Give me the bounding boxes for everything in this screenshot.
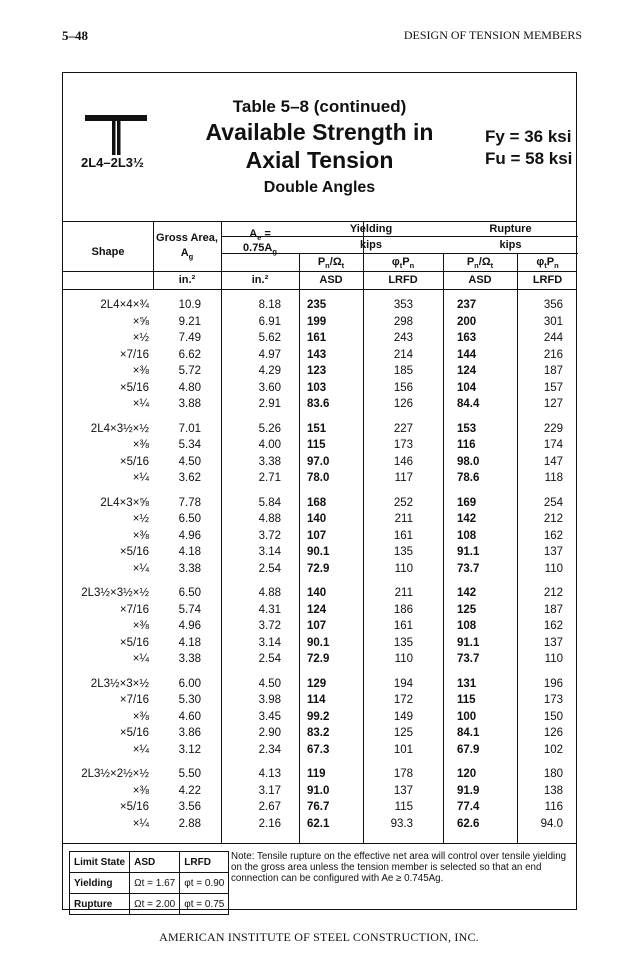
cell-ra: 62.6: [457, 817, 480, 830]
cell-ra: 142: [457, 587, 477, 599]
table-row: [63, 347, 576, 363]
table-row: [63, 297, 576, 313]
cell-ae: 2.67: [258, 801, 281, 813]
table-row: [63, 470, 576, 486]
table-row: [63, 363, 576, 379]
cell-ag: 7.01: [178, 422, 201, 435]
cell-ra: 169: [457, 496, 477, 509]
cell-ra: 125: [457, 603, 477, 616]
cell-rl: 356: [543, 299, 563, 311]
cell-shape: 2L3½×2½×½: [81, 768, 149, 780]
cell-shape: 2L3½×3½×½: [81, 587, 149, 599]
cell-ya: 119: [307, 768, 326, 780]
cell-ya: 140: [307, 513, 327, 525]
unit-effective-area: in.²: [251, 274, 269, 286]
cell-ya: 90.1: [307, 546, 330, 558]
cell-ya: 114: [307, 694, 326, 706]
cell-ra: 124: [457, 365, 477, 377]
cell-shape: ×¼: [132, 743, 149, 756]
cell-ag: 3.88: [178, 398, 201, 410]
cell-ra: 78.6: [457, 472, 480, 484]
cell-ae: 4.13: [258, 768, 281, 780]
cell-rl: 118: [544, 472, 563, 484]
cell-ag: 5.74: [178, 603, 201, 616]
cell-ag: 3.38: [178, 562, 201, 575]
cell-ag: 3.62: [178, 472, 201, 484]
cell-ae: 3.17: [258, 784, 281, 797]
cell-ag: 4.96: [178, 529, 201, 542]
cell-yl: 137: [393, 784, 413, 797]
cell-ae: 4.31: [258, 603, 281, 616]
table-row: [63, 742, 576, 758]
page-number: 5–48: [62, 28, 88, 43]
cell-ra: 77.4: [457, 801, 480, 813]
cell-shape: ×⅜: [132, 529, 149, 542]
cell-rl: 301: [543, 315, 563, 328]
table-row: [63, 692, 576, 708]
divider: [63, 289, 576, 290]
cell-ra: 91.9: [457, 784, 480, 797]
cell-ya: 140: [307, 587, 327, 599]
cell-rl: 216: [543, 348, 563, 361]
cell-ae: 2.54: [258, 653, 281, 665]
cell-yl: 211: [394, 587, 413, 599]
col-header-yielding-kips: kips: [359, 239, 382, 251]
col-header-gross-area: Gross Area,: [156, 232, 218, 244]
cell-ra: 84.1: [457, 727, 480, 739]
publisher-footer: AMERICAN INSTITUTE OF STEEL CONSTRUCTION, INC.: [159, 930, 479, 944]
cell-ae: 4.00: [258, 439, 281, 451]
cell-ya: 67.3: [307, 743, 330, 756]
cell-shape: ×7/16: [119, 603, 149, 616]
table-row: [63, 314, 576, 330]
table-row: [63, 816, 576, 832]
cell-rl: 127: [543, 398, 563, 410]
cell-shape: ×⅜: [132, 784, 149, 797]
cell-rl: 187: [543, 365, 563, 377]
cell-ya: 97.0: [307, 455, 330, 468]
cell-yl: 93.3: [390, 817, 413, 830]
shape-range-label: 2L4–2L3½: [81, 155, 144, 170]
cell-ag: 6.50: [178, 587, 201, 599]
cell-ae: 2.54: [258, 562, 281, 575]
cell-yl: 194: [393, 677, 413, 690]
cell-ag: 3.86: [178, 727, 201, 739]
cell-ya: 90.1: [307, 636, 330, 649]
cell-ra: 84.4: [457, 398, 480, 410]
cell-ae: 3.14: [258, 636, 281, 649]
cell-ya: 72.9: [307, 562, 330, 575]
limit-state-table: [69, 851, 229, 915]
cell-ae: 3.45: [258, 710, 281, 723]
cell-yl: 115: [394, 801, 413, 813]
limit-state-header: Limit State: [70, 852, 130, 873]
cell-shape: ×⅜: [132, 365, 149, 377]
cell-rl: 174: [543, 439, 563, 451]
rupture-asd-factor: Ωt = 2.00: [130, 894, 180, 915]
cell-shape: ×½: [132, 332, 149, 344]
cell-yl: 214: [393, 348, 413, 361]
cell-ag: 6.50: [178, 513, 201, 525]
cell-yl: 146: [393, 455, 413, 468]
cell-shape: ×5/16: [119, 381, 149, 394]
cell-rl: 162: [543, 620, 563, 632]
cell-yl: 252: [393, 496, 413, 509]
cell-yl: 298: [393, 315, 413, 328]
cell-yl: 135: [393, 546, 413, 558]
cell-ra: 108: [457, 529, 477, 542]
cell-shape: ×⅜: [132, 710, 149, 723]
yield-stress-label: Fy = 36 ksi: [485, 127, 572, 146]
cell-ya: 129: [307, 677, 327, 690]
cell-shape: ×⅜: [132, 439, 149, 451]
cell-ya: 107: [307, 529, 327, 542]
cell-ra: 73.7: [457, 653, 480, 665]
cell-ae: 2.16: [258, 817, 281, 830]
cell-ag: 3.38: [178, 653, 201, 665]
cell-ae: 2.90: [258, 727, 281, 739]
cell-ra: 104: [457, 381, 477, 394]
table-row: [63, 676, 576, 692]
col-header-rupture-kips: kips: [499, 239, 522, 251]
cell-ra: 73.7: [457, 562, 480, 575]
cell-ya: 107: [307, 620, 327, 632]
cell-yl: 117: [394, 472, 413, 484]
cell-ae: 2.91: [258, 398, 281, 410]
table-row: [63, 330, 576, 346]
table-row: [63, 437, 576, 453]
cell-ae: 2.34: [258, 743, 281, 756]
col-header-gross-area-symbol: $A_g$: [180, 247, 194, 262]
cell-ae: 4.88: [258, 587, 281, 599]
cell-ae: 4.29: [258, 365, 281, 377]
cell-ae: 3.14: [258, 546, 281, 558]
cell-ya: 151: [307, 422, 327, 435]
cell-ag: 4.80: [178, 381, 201, 394]
cell-ag: 5.50: [178, 768, 201, 780]
cell-shape: 2L4×3×⅝: [100, 496, 149, 509]
table-row: [63, 783, 576, 799]
cell-yl: 185: [393, 365, 413, 377]
cell-shape: ×¼: [132, 398, 149, 410]
cell-rl: 254: [543, 496, 563, 509]
cell-yl: 125: [393, 727, 413, 739]
cell-rl: 212: [543, 513, 563, 525]
cell-ya: 78.0: [307, 472, 330, 484]
yielding-asd-factor: Ωt = 1.67: [130, 873, 180, 894]
cell-rl: 162: [543, 529, 563, 542]
yielding-lrfd-factor: φt = 0.90: [180, 873, 229, 894]
cell-rl: 173: [543, 694, 563, 706]
cell-ya: 115: [307, 439, 326, 451]
cell-ag: 4.50: [178, 455, 201, 468]
cell-ya: 83.6: [307, 398, 330, 410]
table-footer: [63, 843, 576, 911]
ultimate-stress-label: Fu = 58 ksi: [485, 149, 573, 168]
cell-rl: 187: [543, 603, 563, 616]
cell-ae: 3.72: [258, 620, 281, 632]
cell-yl: 161: [393, 620, 413, 632]
cell-shape: ×5/16: [119, 727, 149, 739]
cell-shape: ×7/16: [119, 694, 149, 706]
cell-ya: 83.2: [307, 727, 330, 739]
cell-ya: 103: [307, 381, 327, 394]
cell-ag: 4.22: [178, 784, 201, 797]
cell-yl: 101: [393, 743, 413, 756]
cell-yl: 173: [393, 439, 413, 451]
cell-rl: 244: [543, 332, 563, 344]
cell-ag: 4.18: [178, 546, 201, 558]
table-number: Table 5–8 (continued): [232, 97, 407, 116]
cell-ya: 99.2: [307, 710, 330, 723]
cell-ra: 67.9: [457, 743, 480, 756]
cell-ae: 4.97: [258, 348, 281, 361]
col-header-yielding: Yielding: [349, 223, 393, 235]
unit-gross-area: in.²: [178, 274, 196, 286]
cell-yl: 353: [393, 299, 413, 311]
col-header-rupture-lrfd: $\varphi_tP_n$: [536, 256, 559, 271]
cell-ag: 4.18: [178, 636, 201, 649]
cell-ra: 115: [457, 694, 476, 706]
cell-ra: 153: [457, 422, 477, 435]
cell-ag: 5.72: [178, 365, 201, 377]
table-row: [63, 454, 576, 470]
cell-ae: 3.72: [258, 529, 281, 542]
table-row: [63, 709, 576, 725]
col-header-yield-asd: $P_n/\Omega_t$: [317, 256, 345, 271]
cell-ra: 120: [457, 768, 477, 780]
cell-shape: ×5/16: [119, 636, 149, 649]
cell-shape: ×5/16: [119, 455, 149, 468]
cell-ya: 72.9: [307, 653, 330, 665]
asd-header: ASD: [130, 852, 180, 873]
cell-rl: 126: [543, 727, 563, 739]
cell-ag: 9.21: [178, 315, 201, 328]
cell-shape: 2L4×3½×½: [90, 422, 149, 435]
cell-rl: 110: [544, 653, 563, 665]
cell-shape: ×7/16: [119, 348, 149, 361]
cell-ya: 161: [307, 332, 327, 344]
table-row: [63, 511, 576, 527]
cell-ae: 5.62: [258, 332, 281, 344]
cell-ya: 199: [307, 315, 327, 328]
cell-ag: 7.78: [178, 496, 201, 509]
table-note: Note: Tensile rupture on the effective net area will control over tensile yielding on the gross area unless the tension member is selected so that an end connection can be configured with Ae ≥ 0.745Ag.: [231, 851, 567, 884]
cell-ae: 5.26: [258, 422, 281, 435]
cell-shape: 2L4×4×¾: [100, 299, 149, 311]
cell-rl: 150: [543, 710, 563, 723]
cell-ae: 3.38: [258, 455, 281, 468]
table-row: [63, 380, 576, 396]
cell-shape: ×⅜: [132, 620, 149, 632]
cell-ra: 237: [457, 299, 477, 311]
cell-ag: 2.88: [178, 817, 201, 830]
cell-ae: 3.60: [258, 381, 281, 394]
cell-shape: ×½: [132, 513, 149, 525]
cell-ra: 131: [457, 677, 477, 690]
cell-ya: 168: [307, 496, 327, 509]
divider: [63, 221, 576, 222]
cell-yl: 178: [393, 768, 413, 780]
cell-ag: 10.9: [178, 299, 201, 311]
table-row: [63, 396, 576, 412]
cell-rl: 137: [543, 636, 563, 649]
table-row: [63, 544, 576, 560]
table-title-line2: Axial Tension: [245, 147, 394, 173]
cell-ae: 2.71: [258, 472, 281, 484]
cell-ra: 91.1: [457, 636, 480, 649]
table-row: [63, 528, 576, 544]
cell-ra: 144: [457, 348, 477, 361]
cell-ag: 7.49: [178, 332, 201, 344]
cell-ag: 5.30: [178, 694, 201, 706]
cell-ra: 163: [457, 332, 477, 344]
col-header-shape: Shape: [91, 246, 125, 258]
cell-ag: 3.56: [178, 801, 201, 813]
cell-ae: 3.98: [258, 694, 281, 706]
section-title: DESIGN OF TENSION MEMBERS: [403, 28, 582, 42]
cell-ya: 143: [307, 348, 327, 361]
unit-rupture-asd: ASD: [468, 274, 492, 286]
cell-ya: 91.0: [307, 784, 330, 797]
cell-ya: 235: [307, 299, 327, 311]
table-subtitle: Double Angles: [263, 179, 376, 196]
table-row: [63, 495, 576, 511]
cell-yl: 135: [393, 636, 413, 649]
rupture-label: Rupture: [70, 894, 130, 915]
table-header: [63, 73, 576, 221]
table-row: [63, 725, 576, 741]
cell-ae: 4.88: [258, 513, 281, 525]
cell-shape: ×¼: [132, 817, 149, 830]
col-header-yield-lrfd: $\varphi_tP_n$: [391, 256, 415, 271]
cell-shape: ×¼: [132, 472, 149, 484]
col-header-rupture-asd: $P_n/\Omega_t$: [466, 256, 494, 271]
cell-ra: 108: [457, 620, 477, 632]
cell-rl: 180: [543, 768, 563, 780]
rupture-lrfd-factor: φt = 0.75: [180, 894, 229, 915]
cell-ya: 124: [307, 603, 327, 616]
table-row: [63, 635, 576, 651]
table-row: [63, 766, 576, 782]
cell-rl: 147: [543, 455, 563, 468]
cell-yl: 110: [394, 653, 413, 665]
col-header-effective-area-eq: $0.75A_g$: [243, 242, 277, 257]
cell-rl: 138: [543, 784, 563, 797]
cell-yl: 149: [393, 710, 413, 723]
unit-rupture-lrfd: LRFD: [532, 274, 563, 286]
divider: [63, 271, 576, 272]
cell-ae: 8.18: [258, 299, 281, 311]
cell-shape: 2L3½×3×½: [90, 677, 149, 690]
cell-ag: 6.62: [178, 348, 201, 361]
unit-yield-lrfd: LRFD: [388, 274, 418, 286]
cell-rl: 229: [543, 422, 563, 435]
cell-ra: 91.1: [457, 546, 480, 558]
cell-rl: 94.0: [540, 817, 563, 830]
cell-yl: 243: [393, 332, 413, 344]
cell-rl: 116: [544, 801, 563, 813]
cell-yl: 156: [393, 381, 413, 394]
cell-ag: 4.60: [178, 710, 201, 723]
table-row: [63, 618, 576, 634]
cell-ra: 142: [457, 513, 477, 525]
cell-shape: ×¼: [132, 653, 149, 665]
col-header-rupture: Rupture: [489, 223, 532, 235]
cell-ra: 200: [457, 315, 477, 328]
table-row: [63, 585, 576, 601]
table-frame: [62, 72, 577, 910]
cell-ag: 4.96: [178, 620, 201, 632]
cell-ra: 116: [457, 439, 476, 451]
cell-shape: ×⅝: [132, 315, 149, 328]
cell-rl: 137: [543, 546, 563, 558]
table-row: [63, 602, 576, 618]
cell-ag: 3.12: [178, 743, 201, 756]
cell-ra: 98.0: [457, 455, 480, 468]
cell-rl: 196: [543, 677, 563, 690]
cell-yl: 161: [393, 529, 413, 542]
table-row: [63, 561, 576, 577]
cell-rl: 110: [544, 562, 563, 575]
cell-ya: 62.1: [307, 817, 330, 830]
cell-ya: 76.7: [307, 801, 330, 813]
cell-ag: 5.34: [178, 439, 201, 451]
cell-shape: ×5/16: [119, 546, 149, 558]
cell-rl: 212: [543, 587, 563, 599]
yielding-label: Yielding: [70, 873, 130, 894]
cell-yl: 186: [393, 603, 413, 616]
cell-rl: 157: [543, 381, 563, 394]
cell-ae: 4.50: [258, 677, 281, 690]
cell-ag: 6.00: [178, 677, 201, 690]
unit-yield-asd: ASD: [319, 274, 343, 286]
cell-ae: 5.84: [258, 496, 281, 509]
table-title-line1: Available Strength in: [205, 119, 434, 145]
cell-yl: 126: [393, 398, 413, 410]
cell-ya: 123: [307, 365, 327, 377]
table-row: [63, 421, 576, 437]
table-row: [63, 651, 576, 667]
lrfd-header: LRFD: [180, 852, 229, 873]
col-header-effective-area: $A_e$ =: [249, 228, 271, 243]
cell-rl: 102: [543, 743, 563, 756]
cell-yl: 227: [393, 422, 413, 435]
cell-ae: 6.91: [258, 315, 281, 328]
cell-yl: 211: [394, 513, 413, 525]
table-row: [63, 799, 576, 815]
cell-ra: 100: [457, 710, 477, 723]
cell-yl: 172: [393, 694, 413, 706]
cell-shape: ×¼: [132, 562, 149, 575]
cell-shape: ×5/16: [119, 801, 149, 813]
cell-yl: 110: [394, 562, 413, 575]
